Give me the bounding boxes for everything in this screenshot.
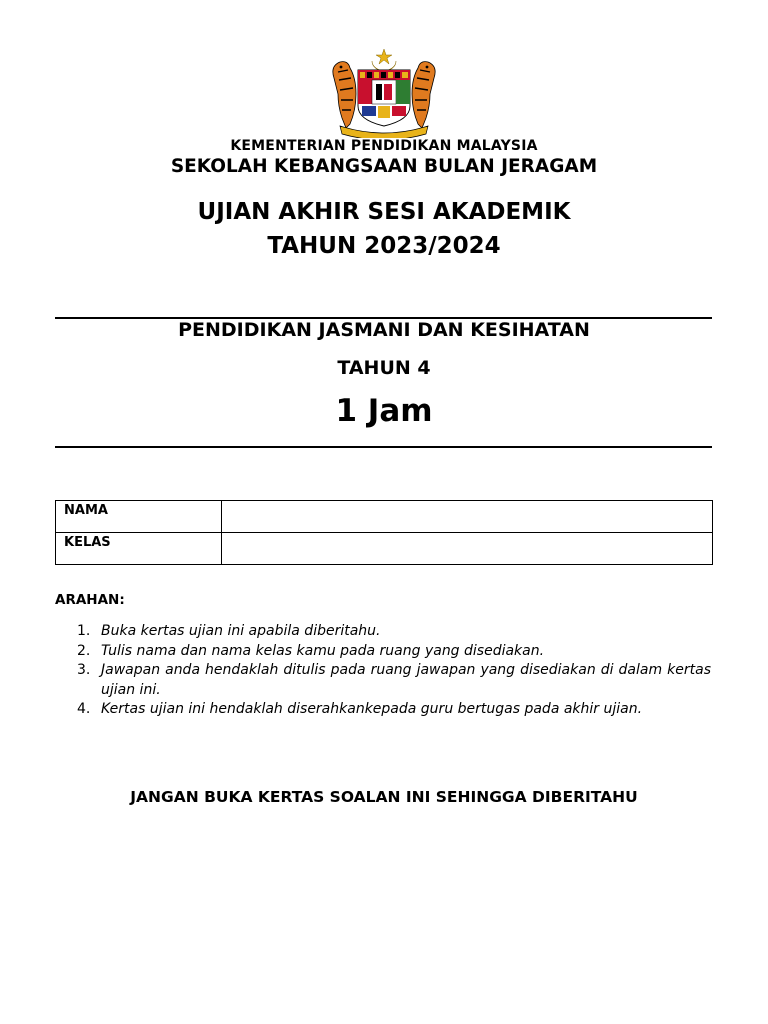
list-item xyxy=(55,642,711,662)
name-field[interactable] xyxy=(222,501,713,533)
student-info-table xyxy=(55,500,713,565)
item-number: 3. xyxy=(77,662,91,678)
item-number: 4. xyxy=(77,701,91,717)
class-field[interactable] xyxy=(222,533,713,565)
exam-session-year: TAHUN 2023/2024 xyxy=(267,233,501,259)
instructions-list xyxy=(55,622,711,720)
bottom-divider xyxy=(55,446,712,448)
item-number: 1. xyxy=(77,623,91,639)
table-row xyxy=(56,533,713,565)
item-text: Kertas ujian ini hendaklah diserahkankepada guru bertugas pada akhir ujian. xyxy=(101,701,643,717)
item-number: 2. xyxy=(77,642,91,659)
list-item xyxy=(55,661,711,700)
list-item xyxy=(55,622,711,642)
item-text: Tulis nama dan nama kelas kamu pada ruang yang disediakan. xyxy=(101,642,545,659)
class-label: KELAS xyxy=(56,533,222,565)
subject-name: PENDIDIKAN JASMANI DAN KESIHATAN xyxy=(178,319,590,341)
student-year: TAHUN 4 xyxy=(337,357,431,379)
exam-title: UJIAN AKHIR SESI AKADEMIK xyxy=(197,199,571,225)
exam-duration: 1 Jam xyxy=(335,393,433,429)
item-text: Buka kertas ujian ini apabila diberitahu. xyxy=(101,623,381,639)
school-name: SEKOLAH KEBANGSAAN BULAN JERAGAM xyxy=(170,156,598,177)
table-row xyxy=(56,501,713,533)
do-not-open-warning: JANGAN BUKA KERTAS SOALAN INI SEHINGGA DIBERITAHU xyxy=(130,788,638,806)
name-label: NAMA xyxy=(56,501,222,533)
malaysia-coat-of-arms-logo xyxy=(326,48,442,138)
instructions-heading: ARAHAN: xyxy=(55,592,125,608)
ministry-name: KEMENTERIAN PENDIDIKAN MALAYSIA xyxy=(230,138,538,154)
item-text: Jawapan anda hendaklah ditulis pada ruang jawapan yang disediakan di dalam kertas ujian ini. xyxy=(101,662,711,698)
list-item xyxy=(55,700,711,720)
